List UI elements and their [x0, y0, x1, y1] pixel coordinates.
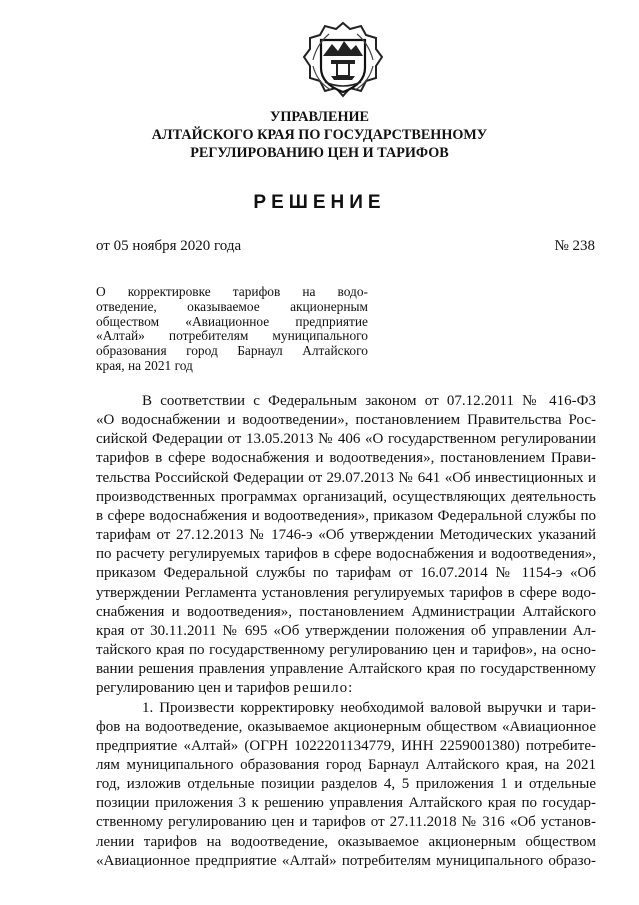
- body-line: снабжения и водоотведения», постановлением Администрации Алтайского: [96, 603, 596, 620]
- body-line: утверждении Регламента установления регулируемых тарифов в сфере водо-: [96, 584, 596, 601]
- subject-line: обществом «Авиационное предприятие: [96, 313, 368, 329]
- body-line-last: [96, 679, 596, 698]
- item-1-line: 1. Произвести корректировку необходимой валовой выручки и тари-: [142, 699, 596, 716]
- authority-line: РЕГУЛИРОВАНИЮ ЦЕН И ТАРИФОВ: [190, 145, 449, 161]
- document-title: РЕШЕНИЕ: [253, 192, 386, 213]
- authority-line: АЛТАЙСКОГО КРАЯ ПО ГОСУДАРСТВЕННОМУ: [151, 127, 488, 143]
- authority-line: УПРАВЛЕНИЕ: [269, 109, 370, 125]
- item-1-line: «Авиационное предприятие «Алтай» потребителям муниципального образо-: [96, 852, 596, 869]
- item-1-line: лении тарифов на водоотведение, оказываемое акционерным обществом: [96, 833, 596, 850]
- body-line: тарифам от 27.12.2013 № 1746-э «Об утверждении Методических указаний: [96, 527, 596, 544]
- subject-line: края, на 2021 год: [96, 357, 193, 373]
- issuing-authority: [0, 108, 639, 162]
- subject-line: отведение, оказываемое акционерным: [96, 298, 368, 314]
- document-date: от 05 ноября 2020 года: [96, 238, 242, 254]
- item-1-line: позиции приложения 3 к решению управления Алтайского края по государ-: [96, 795, 596, 812]
- document-body: [96, 392, 596, 871]
- body-line: тарифов в сфере водоснабжения и водоотведения», постановлением Прави-: [96, 450, 596, 467]
- body-line: В соответствии с Федеральным законом от 07.12.2011 № 416-ФЗ: [142, 393, 596, 409]
- subject-line: «Алтай» потребителям муниципального: [96, 328, 368, 344]
- body-line: тайского края по государственному регулированию цен и тарифов», на осно-: [96, 642, 596, 659]
- subject-line: О корректировке тарифов на водо-: [96, 284, 368, 299]
- body-line-text: регулированию цен и тарифов: [96, 680, 290, 697]
- item-1-line: лям муниципального образования город Барнаул Алтайского края, на 2021: [96, 756, 596, 773]
- item-1-line: предприятие «Алтай» (ОГРН 1022201134779, ИНН 2259001380) потребите-: [96, 737, 596, 754]
- document-number: № 238: [554, 238, 595, 254]
- body-line: вании решения правления управление Алтайского края по государственному: [96, 661, 596, 678]
- body-line: приказом Федеральной службы по тарифам от 16.07.2014 № 1154-э «Об: [96, 565, 596, 582]
- body-line: в сфере водоснабжения и водоотведения», приказом Федеральной службы по: [96, 507, 596, 524]
- body-line: края от 30.11.2011 № 695 «Об утверждении положения об управлении Ал-: [96, 622, 596, 639]
- decision-word: решило:: [293, 680, 354, 697]
- body-line: «О водоснабжении и водоотведении», постановлением Правительства Рос-: [96, 412, 596, 429]
- item-1-line: ственному регулированию цен и тарифов от 27.11.2018 № 316 «Об установ-: [96, 814, 596, 831]
- item-1-line: фов на водоотведение, оказываемое акционерным обществом «Авиационное: [96, 718, 596, 735]
- subject-line: образования город Барнаул Алтайского: [96, 343, 368, 359]
- item-1-line: год, изложив отдельные позиции разделов 4, 5 приложения 1 и отдельные: [96, 776, 596, 793]
- body-line: по расчету регулируемых тарифов в сфере водоснабжения и водоотведения»,: [96, 546, 596, 563]
- body-line: производственных программах организаций, осуществляющих деятельность: [96, 488, 596, 505]
- body-line: сийской Федерации от 13.05.2013 № 406 «О государственном регулировании: [96, 431, 596, 448]
- body-line: тельства Российской Федерации от 29.07.2013 № 641 «Об инвестиционных и: [96, 469, 596, 486]
- document-subject: [96, 285, 368, 374]
- altai-coat-of-arms-icon: [303, 20, 383, 102]
